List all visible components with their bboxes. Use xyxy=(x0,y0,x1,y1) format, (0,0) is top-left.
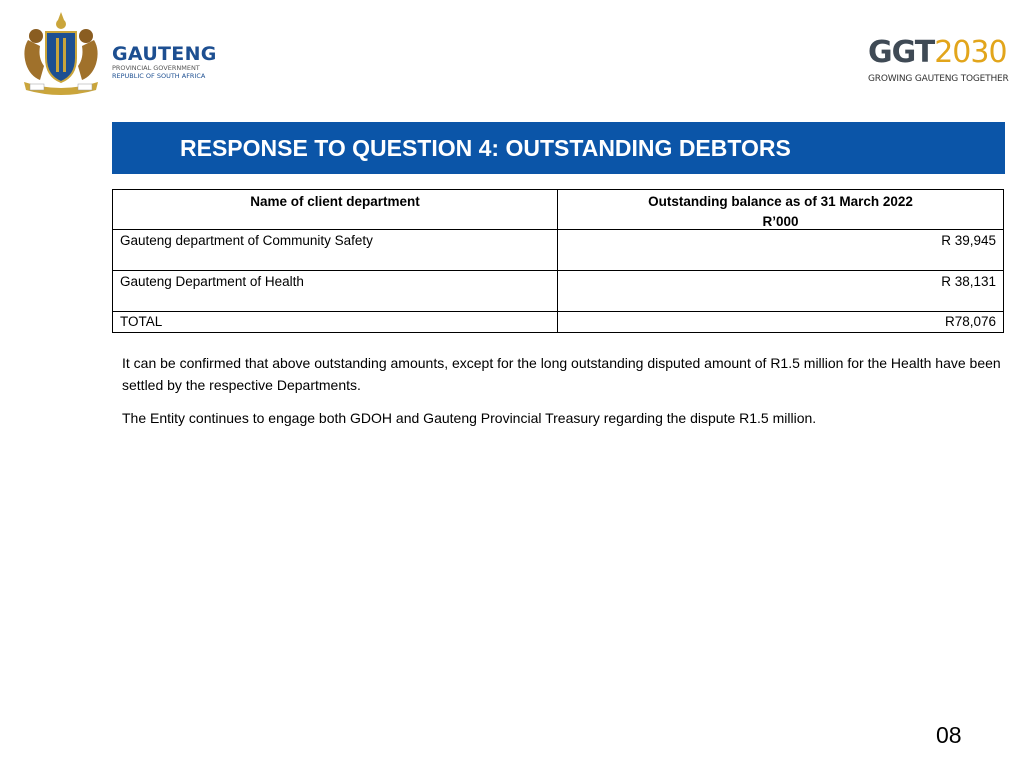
coat-of-arms-icon xyxy=(16,10,106,98)
balance-cell: R 39,945 xyxy=(558,230,1004,271)
page-title: RESPONSE TO QUESTION 4: OUTSTANDING DEBTORS xyxy=(180,135,791,161)
gauteng-brand xyxy=(112,44,217,80)
ggt-text: GGT xyxy=(868,35,935,70)
header-department-label: Name of client department xyxy=(250,194,420,209)
header-department xyxy=(113,190,558,230)
ggt2030-wordmark xyxy=(868,36,1008,70)
table-total-row xyxy=(113,312,1004,333)
gauteng-subtitle-1: PROVINCIAL GOVERNMENT xyxy=(112,64,200,72)
table-row xyxy=(113,271,1004,312)
debtors-table xyxy=(112,189,1004,333)
ggt-tagline: GROWING GAUTENG TOGETHER xyxy=(868,74,1009,84)
total-balance: R78,076 xyxy=(558,312,1004,333)
table-row xyxy=(113,230,1004,271)
page-number: 08 xyxy=(936,722,962,748)
header-balance-label: Outstanding balance as of 31 March 2022 xyxy=(648,194,913,209)
balance-cell: R 38,131 xyxy=(558,271,1004,312)
gauteng-subtitle-2: REPUBLIC OF SOUTH AFRICA xyxy=(112,72,206,80)
department-cell: Gauteng department of Community Safety xyxy=(113,230,558,271)
header-balance-unit: R’000 xyxy=(762,214,799,229)
gauteng-logo xyxy=(16,10,217,98)
total-label: TOTAL xyxy=(113,312,558,333)
note-paragraph-1: It can be confirmed that above outstanding amounts, except for the long outstanding disputed amount of R1.5 million for the Health have been settled by the respective Departments. xyxy=(122,355,1001,393)
ggt-year: 2030 xyxy=(934,35,1007,70)
header-balance xyxy=(558,190,1004,230)
gauteng-name: GAUTENG xyxy=(112,43,217,65)
table-header-row xyxy=(113,190,1004,230)
ggt2030-logo xyxy=(868,36,1008,92)
title-bar xyxy=(112,122,1005,174)
note-paragraph-2: The Entity continues to engage both GDOH and Gauteng Provincial Treasury regarding the dispute R1.5 million. xyxy=(122,410,817,426)
department-cell: Gauteng Department of Health xyxy=(113,271,558,312)
